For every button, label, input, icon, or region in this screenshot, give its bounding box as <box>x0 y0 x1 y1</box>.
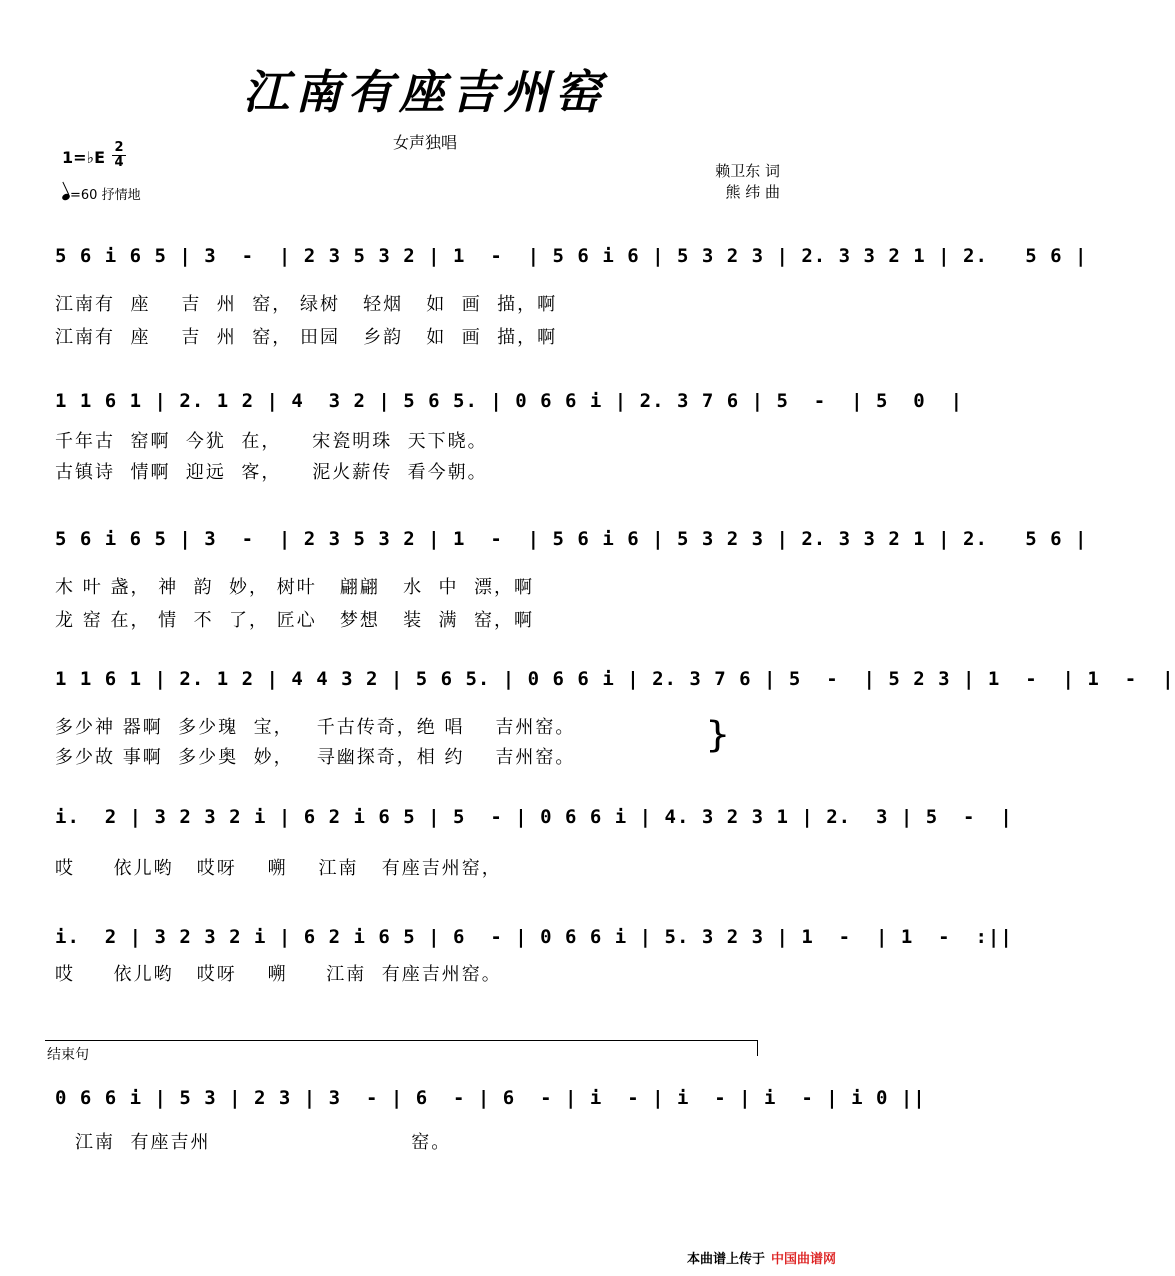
brand-logo: 中国曲谱网 <box>770 1252 836 1267</box>
notes-line: i. 2 | 3 2 3 2 i | 6 2 i 6 5 | 5 - | 0 6 6 i | 4. 3 2 3 1 | 2. 3 | 5 - | <box>55 806 1013 828</box>
score-row-6 <box>55 926 1013 952</box>
verse-brace: } <box>705 714 731 756</box>
ending-bracket-line <box>45 1040 757 1041</box>
notes-line: 1 1 6 1 | 2. 1 2 | 4 4 3 2 | 5 6 5. | 0 6 6 i | 2. 3 7 6 | 5 - | 5 2 3 | 1 - | 1 - | <box>55 668 1175 690</box>
score-row-5 <box>55 806 1013 832</box>
lyricist: 赖卫东 词 <box>715 162 780 180</box>
page-title: 江南有座吉州窑 <box>243 65 607 119</box>
notes-line: 5 6 i 6 5 | 3 - | 2 3 5 3 2 | 1 - | 5 6 i 6 | 5 3 2 3 | 2. 3 3 2 1 | 2. 5 6 | <box>55 245 1088 267</box>
lyric-verse-1: 千年古 窑啊 今犹 在， 宋瓷明珠 天下晓。 <box>55 431 488 452</box>
score-row-3 <box>55 528 1088 554</box>
time-signature <box>112 141 126 170</box>
notes-line: 0 6 6 i | 5 3 | 2 3 | 3 - | 6 - | 6 - | i - | i - | i - | i 0 || <box>55 1087 926 1109</box>
notes-line: i. 2 | 3 2 3 2 i | 6 2 i 6 5 | 6 - | 0 6 6 i | 5. 3 2 3 | 1 - | 1 - :|| <box>55 926 1013 948</box>
time-signature-top: 2 <box>114 140 124 155</box>
tempo-marking <box>62 184 141 203</box>
score-row-4 <box>55 668 1175 694</box>
ending-label: 结束句 <box>47 1047 89 1063</box>
ending-bracket-tick <box>757 1040 758 1056</box>
subtitle: 女声独唱 <box>392 133 457 152</box>
notes-line: 5 6 i 6 5 | 3 - | 2 3 5 3 2 | 1 - | 5 6 i 6 | 5 3 2 3 | 2. 3 3 2 1 | 2. 5 6 | <box>55 528 1088 550</box>
footer-watermark <box>687 1248 836 1267</box>
lyric-verse-2: 龙 窑 在， 情 不 了， 匠心 梦想 装 满 窑，啊 <box>55 610 534 631</box>
score-row-2 <box>55 390 964 416</box>
lyric-verse-2: 江南有 座 吉 州 窑， 田园 乡韵 如 画 描，啊 <box>55 327 558 348</box>
lyric-verse-1: 多少神 器啊 多少瑰 宝， 千古传奇，绝 唱 吉州窑。 <box>55 717 576 738</box>
score-row-ending <box>55 1087 926 1113</box>
score-row-1 <box>55 245 1088 271</box>
composer: 熊 纬 曲 <box>725 183 780 201</box>
lyric-verse-2: 多少故 事啊 多少奥 妙， 寻幽探奇，相 约 吉州窑。 <box>55 747 576 768</box>
notes-line: 1 1 6 1 | 2. 1 2 | 4 3 2 | 5 6 5. | 0 6 6 i | 2. 3 7 6 | 5 - | 5 0 | <box>55 390 964 412</box>
lyric-verse-1: 江南有 座 吉 州 窑， 绿树 轻烟 如 画 描，啊 <box>55 294 558 315</box>
key-signature: 1=♭E <box>62 148 106 167</box>
lyric-line: 哎 依儿哟 哎呀 嗍 江南 有座吉州窑。 <box>55 964 502 985</box>
time-signature-bottom: 4 <box>112 155 126 170</box>
lyric-verse-1: 木 叶 盏， 神 韵 妙， 树叶 翩翩 水 中 漂，啊 <box>55 577 534 598</box>
lyric-verse-2: 古镇诗 情啊 迎远 客， 泥火薪传 看今朝。 <box>55 462 488 483</box>
lyric-line: 江南 有座吉州 窑。 <box>75 1132 452 1153</box>
tempo-text: =60 抒情地 <box>70 188 141 203</box>
lyric-line: 哎 依儿哟 哎呀 嗍 江南 有座吉州窑， <box>55 858 502 879</box>
footer-text: 本曲谱上传于 <box>686 1252 765 1267</box>
